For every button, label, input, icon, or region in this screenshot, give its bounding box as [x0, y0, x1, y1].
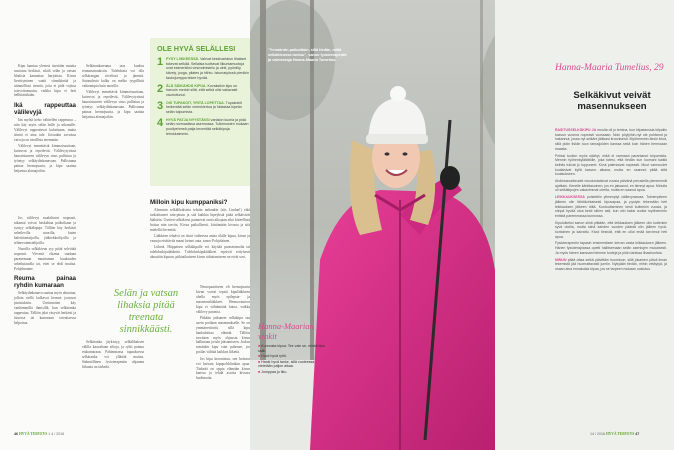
- paragraph: mnulla oli jo teinina, kun kilpatanssia kilpailin kasvun vuonna nopeasti vuossaan. Noin pöytyihin-nyt ole pohtanut ja hakannut, jossa nyt selkäni jäikkasi kroonisesti. Myöhemmin tiesin kivut, sillä pidin tiskiin tuon tanssijoiden kanssa sekä koin hänen hermoaan maasta.: [555, 128, 667, 151]
- vinkit-item-text: Hanki hyvä tanke, sillä vuoteessa vietetään paljon aikaa.: [258, 359, 315, 369]
- issue-number: 1 4 / 2016: [48, 432, 65, 436]
- left-column-1: [14, 64, 76, 175]
- paragraph: Iän myötä keho vähitellen rappeutuu – niin käy myös selän luille ja nikamille. Välilevyt rappeutuvat kuluttuaan, mutta siinnä ei aina tule. Joissakin suvuissa vaivoja on tavallista enemmän.: [14, 118, 76, 142]
- list-item: [258, 344, 328, 353]
- tip-item: [157, 57, 249, 81]
- paragraph: Selkärankareuma taas kuuluu reumasairauksiin. Tulehdusta voi olla selkärangan nivelissä ja jännetä. Sairaudesta kulku on melko tyypillistä vaikeampia kuin nuorilla.: [82, 64, 144, 88]
- list-item: [258, 370, 328, 375]
- bullet-icon: ■: [258, 344, 261, 348]
- right-article-text: [555, 128, 667, 274]
- tip-item: [157, 101, 249, 115]
- byline: Hanna-Maaria Tumelius, 29: [555, 63, 664, 73]
- magazine-name: HYVÄ TERVEYS: [19, 432, 48, 436]
- paragraph: Neuropaattiseen eli hermojuurin kivun voivat tepsiä kipulääkkeen ohella myös epilepsia- ja masennuslääkkeet. Hermovaurion kipu ei välttämättä katoa, vaikka välilevy paranisi.: [196, 285, 250, 314]
- tip-box-title: OLE HYVÄ SELÄLLESI: [157, 44, 236, 53]
- footer-right: [590, 432, 639, 436]
- tip-lead: HYVÄ PATJA NYYSTÄKSI: [166, 117, 210, 122]
- vinkit-item-text: Kunnosta kipua. Tee vain se, minkä kipu sallii.: [258, 344, 326, 353]
- tip-text: vartalon kuoria ja pidä selän normaalissa asennossa. Tutkimusten mukaan puolipehmeä patja keventää selkäkipuja tehokkaimmin.: [166, 117, 249, 136]
- left-column-4: [196, 285, 250, 383]
- magazine-name: HYVÄ TERVEYS: [606, 432, 635, 436]
- paragraph: Liiketä. Hiippaisen selkäkipulle voi käyttää parasetamolia tai tulehduskipulääkettä. Tulehduskipulääkkeet tepsivät erityisesti akuuttiin kipuun, pitkäaikaiseen kivun taltuttamiseen ne eivät sovi.: [150, 245, 250, 260]
- paragraph: Jos kipu kroonistuu, sen hoitoon voi kaivata kipupoliklinikan apua. Tärkeää on oppia elämään kivun kanssa ja tehdä asioita kivusta huolimatta.: [196, 356, 250, 381]
- tip-text: Vahvat keskivartalon lihakset tukevat selkää. Sellaisia tuottavat liikuntamuotoja ovat esimerkiksi vesivoimistelu ja uinti, pyöräily, kävely, jooga, pilates ja hiihto. Istumatyössä pienikin taukojumppa tekee hyvää.: [166, 57, 249, 80]
- page-number: 47: [635, 432, 640, 436]
- pull-quote: Selän ja vatsan lihaksia pitää treenata sinnikkäästi.: [113, 288, 179, 335]
- tip-box: [150, 38, 256, 186]
- tip-item: [157, 118, 249, 137]
- paragraph: Fysioterapeutin tapasin ensimmäisen kerran vasta leikkauksen jälkeen. Hänen fysioterapiassa opetti hallitsemaan selän asentojen mukaisesti. Ja myös hänen kanssani teimme tunteja ja pidin tarkkaa lihashuoltoa.: [555, 241, 667, 255]
- tip-lead: ÄLÄ SÄIKÄHDÄ KIPUA.: [166, 83, 207, 88]
- paragraph: Pelissi tuollon myös säähyi, mikä ei varmaan parantanut toipumista. Mennin työhenkylälättölle, joka totesi, että tiedän kun luomani kaikki keihäs tulivat jo loppuneet. Kivut palenisivat nopeasti. Muut varmuudet kuolaisivat kyllä kasvun aikana, mutta en osannut pitää siitä kuulaukseen.: [555, 153, 667, 177]
- tip-text: Tupakointi heikentää selän verenkiertoa ja hidastaa kipeän selän toipumista.: [166, 100, 243, 115]
- tip-number: 1: [157, 56, 164, 68]
- paragraph: Välilevyt menettävät kimmoisuuttaan, kuivuvat ja repeilevät. Välilevytyrässä hauraistuneen välilevyn sisus pullistuu ja työntyy selkäydinkanavaan. Pullistuma painaa hermojuuria, ja kipu saattaa heijastua alaraajoihin.: [82, 90, 144, 119]
- left-column-2b: [82, 340, 144, 371]
- left-column-2: [82, 64, 144, 121]
- tip-item: [157, 84, 249, 98]
- paragraph: Nuorilla selkäkivun syy pitää selvittää nopeasti. Vievenä rikama saadaan paranemaan muuttaman kuukauden urheilutauolla tai, ettei se ehdi muttaa. Pohjelmanne.: [14, 246, 76, 271]
- bullet-icon: ■: [258, 354, 261, 359]
- heading-reuma: Reuma painaa ryhdin kumaraan: [14, 275, 76, 290]
- vinkit-item-text: Huoli hyvä ryhti.: [261, 354, 287, 359]
- lead-in: RASITUSSELKÄKIPU JA: [555, 128, 597, 132]
- bullet-icon: ■: [258, 369, 261, 374]
- tip-number: 2: [157, 82, 164, 95]
- list-item: [258, 354, 328, 359]
- page-number: 46: [14, 432, 18, 436]
- bullet-icon: ■: [258, 359, 261, 364]
- heading-ika: Ikä rappeuttaa välilevyjä: [14, 102, 76, 117]
- tip-lead: PYSY LIIKKEESSÄ.: [166, 57, 200, 61]
- paragraph: poistettiin ylimenytyt välilevyrasvaa. Toimenpiteen jälkeen olin lähtökohtaisesti kipuvapaa, ja pystyin tekemään heti leikkauksen jälkeen töitä. Kuntouttaminen kesti kuitenkin vuosia, ja niinpä hyvää oloa kesti siihen asti, kun olin kaksi vuotta myöhemmin entistä paremmassa kunnossa.: [555, 195, 667, 218]
- photo-caption: "Ymmärrän paikoittain, sillä tiedän, miltä selkäkivussa tuntuu", sanoo fysioterapeutti ja valmentaja Hanna-Maaria Tumelius.: [268, 48, 347, 62]
- paragraph: Välilevyt menettävät kimmoisuuttaan, kuivuvat ja repeilevät. Välilevytyrässä hauraistuneen välilevyn sisus pullistuu ja työntyy selkäydinkanavaan. Pullistuma painaa hermojuuria, ja kipu saattaa heijastua alaraajoihin.: [14, 144, 76, 173]
- paragraph: Lääkkeen tehtävä on tässä vaiheessa antaa tilalle kipua, kivun ja vaaroja etsittävää maasi keinot auta, sanoo Pohjolainen.: [150, 234, 250, 243]
- vinkit-item-text: Jumppaa jo tiku.: [261, 369, 288, 374]
- paragraph: Pitkään jatkuneet selkäkipu saa usein potilaan masennukselle. Se on ymmärrettävää, sillä kipu hankaloittaa elämää. Tällöin tarvitaan myös ohjausta kivun hallintaan ja tuki jaksamiseen. Joskus nimittäin kipu vain pahenee, jos potilas välttää kaikkea liikettä.: [196, 315, 250, 355]
- paragraph: Jos välilevyt madaltuvat nopeasti, nikamat voivat luiskahtaa paikoiltaan ja syntyy selkäkipuja. Tällöin käy herkästi urheilevilla nuorilla, kuten balettitanssijoilla, jääkiekkoilijoilla ja telinevoimistelijoilla.: [14, 216, 76, 245]
- tip-text: Kovaksikin kipu on harvoin merkki siitä, että selkä olisi vakavasti vaurioitunut.: [166, 83, 238, 97]
- issue-number: 14 / 2016: [590, 432, 605, 436]
- paragraph: Kipuloikeksi sanon siinä pitkään, että leikkauksen jälkeen olin kuitenkin syvä olotila, mutta siinä kahden vuoden päästä olin jälleen hyvä-kuntoinen ja kaivattu. Kivut tiesivät, että en ollut enää tarvinnut heti apua.: [555, 220, 667, 239]
- vinkit-box: [258, 322, 328, 376]
- paragraph: Selkäydinkanava saattaa myös ahtautua, jolloin siellä kulkevat hermot joutuvat puristuksiin. Useimmiten käy vanhemmilla ihmisillä, kun selkäranka rappeutuu. Tällöin jalat väsyvät herkästi ja istuessa tai kumaraan taivuttaessa helpottaa.: [14, 291, 76, 325]
- paragraph: pitää ottaa selkä päivittäin huomioon, sillä jokainen päivä ilman tekemistä jää huomattavasti jumiin. Nykyään tiedän, mihin vetäytyä, ja osaan aina ennakoida kipua, jos se tarpeen mukaan uusiutuu.: [555, 257, 667, 271]
- article-title: Selkäkivut veivät masennukseen: [573, 90, 651, 112]
- list-item: [258, 360, 328, 369]
- vinkit-list: [258, 344, 328, 375]
- tip-number: 3: [157, 99, 164, 112]
- left-column-3: [150, 195, 250, 262]
- heading-kipu: Milloin kipu kumppaniksi?: [150, 199, 228, 206]
- intro-text: Kipu laantuu yleensä itsestään muutta uusiutuu herkästi, sikäli selän ja vatsan lihaksia kannattaa harjoittaa. Kivun lievittyminen vaatii siinnikintää ja säännöllistä treeniä, jotta ei pidä vajissa toisvottomuutta, vaikka kipu ei heti hellittäisikään.: [14, 64, 76, 98]
- left-column-1b: [14, 216, 76, 327]
- photo-woman-winter-forest: [250, 0, 495, 450]
- vinkit-title: Hanna-Maarian vinkit: [258, 321, 314, 341]
- paragraph: Selkäranka jäykistyy, selkälihaksen välilla kaavaltaan siltoja, ja ryhti painuu etukumaraan. Pahimmassa tapauksessa selkäranka voi yllättää muttaa. Säännöllinen fysioterapeutin ohjaama liikunta on tärkeää.: [82, 340, 144, 369]
- paragraph: Ahdistusvaikeudet muodostaisivat vuosia päivänä perustella pienemmät ajoittain. Kenelle kärkitasoinen, jos en jaksanut, en tiennyt apua. Minulla oli selkäkipujen vakavimmat oireita, mutta en saanut apua.: [555, 179, 667, 193]
- lead-in: LEIKKAUKSESSA: [555, 195, 585, 200]
- footer-left: [14, 432, 64, 436]
- tip-lead: OIS TUPAKOIT, YRITÄ LOPETTAA.: [166, 100, 225, 105]
- lead-in: MINUN: [555, 257, 567, 262]
- paragraph: Alemmin selkälihaksista tehtiin tarhankin (siis Lindun!) eikä tarkoittaneet niin-pituin ja sitä kaikkia kipeyksiä pitää selkäisivät lääkärin. Useiten selkäkivut paranevat omia aikojaan eikä kiireellistä hoitoa niin tarvita. Kivua paikallisesti, kiistämään kivusta ja sitä mielellä lieventää.: [150, 208, 250, 232]
- tip-number: 4: [157, 116, 164, 129]
